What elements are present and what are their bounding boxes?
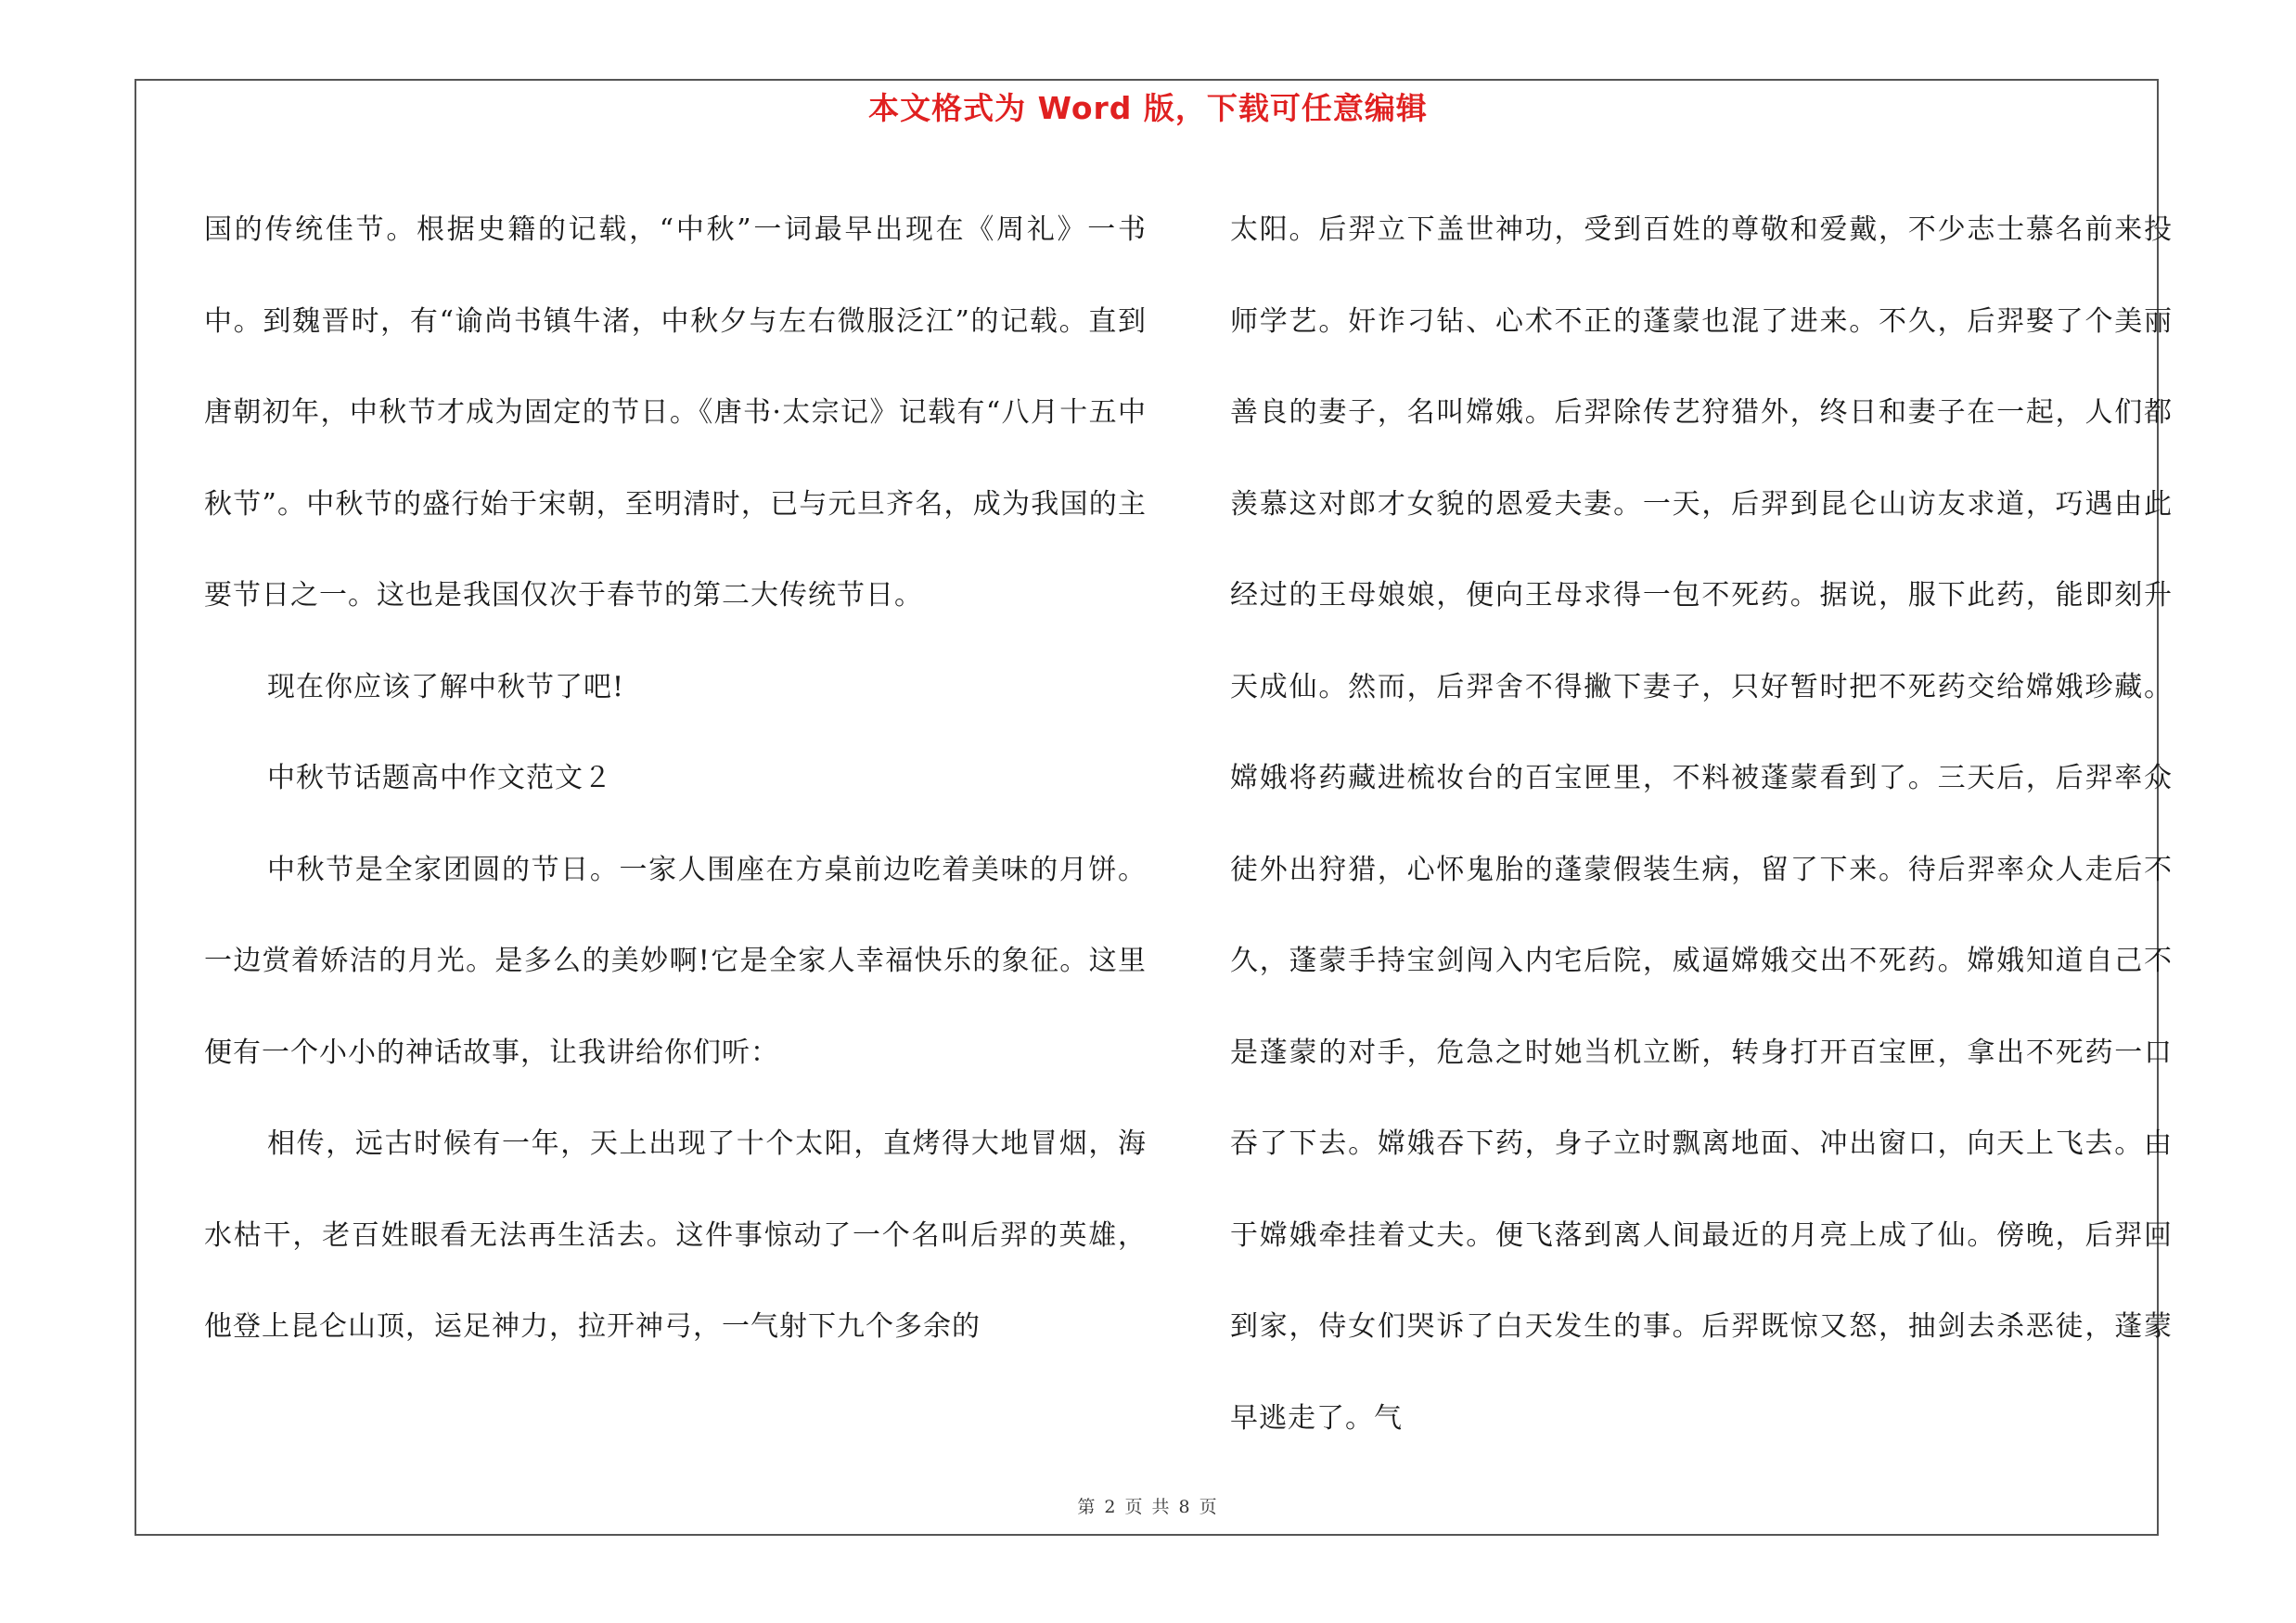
header-banner: 本文格式为 Word 版，下载可任意编辑 <box>868 90 1428 126</box>
page-number: 第 2 页 共 8 页 <box>1077 1497 1219 1517</box>
paragraph: 国的传统佳节。根据史籍的记载，“中秋”一词最早出现在《周礼》一书中。到魏晋时，有“谕尚书镇牛渚，中秋夕与左右微服泛江”的记载。直到唐朝初年，中秋节才成为固定的节日。《唐书·太宗记》记载有“八月十五中秋节”。中秋节的盛行始于宋朝，至明清时，已与元旦齐名，成为我国的主要节日之一。这也是我国仅次于春节的第二大传统节日。 <box>204 213 1147 612</box>
left-text-column <box>204 185 1147 1373</box>
paragraph: 中秋节是全家团圆的节日。一家人围座在方桌前边吃着美味的月饼。一边赏着娇洁的月光。是多么的美妙啊!它是全家人幸福快乐的象征。这里便有一个小小的神话故事，让我讲给你们听： <box>204 853 1147 1069</box>
paragraph: 相传，远古时候有一年，天上出现了十个太阳，直烤得大地冒烟，海水枯干，老百姓眼看无法再生活去。这件事惊动了一个名叫后羿的英雄，他登上昆仑山顶，运足神力，拉开神弓，一气射下九个多余的 <box>204 1127 1147 1343</box>
paragraph: 现在你应该了解中秋节了吧! <box>267 670 625 703</box>
paragraph: 太阳。后羿立下盖世神功，受到百姓的尊敬和爱戴，不少志士慕名前来投师学艺。奸诈刁钻、心术不正的蓬蒙也混了进来。不久，后羿娶了个美丽善良的妻子，名叫嫦娥。后羿除传艺狩猎外，终日和妻子在一起，人们都羡慕这对郎才女貌的恩爱夫妻。一天，后羿到昆仑山访友求道，巧遇由此经过的王母娘娘，便向王母求得一包不死药。据说，服下此药，能即刻升天成仙。然而，后羿舍不得撇下妻子，只好暂时把不死药交给嫦娥珍藏。嫦娥将药藏进梳妆台的百宝匣里，不料被蓬蒙看到了。三天后，后羿率众徒外出狩猎，心怀鬼胎的蓬蒙假装生病，留了下来。待后羿率众人走后不久，蓬蒙手持宝剑闯入内宅后院，威逼嫦娥交出不死药。嫦娥知道自己不是蓬蒙的对手，危急之时她当机立断，转身打开百宝匣，拿出不死药一口吞了下去。嫦娥吞下药，身子立时飘离地面、冲出窗口，向天上飞去。由于嫦娥牵挂着丈夫。便飞落到离人间最近的月亮上成了仙。傍晚，后羿回到家，侍女们哭诉了白天发生的事。后羿既惊又怒，抽剑去杀恶徒，蓬蒙早逃走了。气 <box>1230 213 2173 1435</box>
section-heading: 中秋节话题高中作文范文２ <box>267 762 612 794</box>
right-text-column <box>1230 185 2173 1464</box>
